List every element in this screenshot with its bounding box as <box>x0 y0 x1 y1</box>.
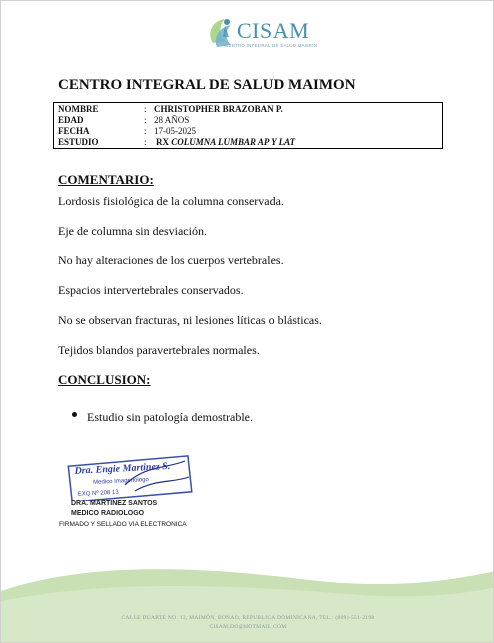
doctor-role: MEDICO RADIOLOGO <box>71 510 145 517</box>
stamp-name: Dra. Engie Martinez S. <box>74 460 171 477</box>
bullet-icon <box>72 412 77 417</box>
comentario-line: Tejidos blandos paravertebrales normales. <box>58 343 260 357</box>
edad-sep: : <box>144 115 147 125</box>
nombre-value: CHRISTOPHER BRAZOBAN P. <box>154 104 283 114</box>
comentario-line: No se observan fracturas, ni lesiones líticas o blásticas. <box>58 313 322 327</box>
signature-stamp <box>65 455 195 501</box>
comentario-line: Espacios intervertebrales conservados. <box>58 283 244 297</box>
logo-name: CISAM <box>237 18 310 43</box>
conclusion-item: Estudio sin patología demostrable. <box>87 410 253 424</box>
nombre-sep: : <box>144 104 147 114</box>
footer-address: CALLE DUARTE NO. 13, MAIMÓN, BONAO, REPUBLICA DOMINICANA, TEL.: (809)-551-2198 <box>121 615 375 621</box>
fecha-value: 17-05-2025 <box>154 126 196 136</box>
estudio-sep: : <box>144 137 147 147</box>
estudio-value <box>156 137 295 148</box>
comentario-line: Eje de columna sin desviación. <box>58 224 207 238</box>
edad-value: 28 AÑOS <box>154 115 190 125</box>
footer-wave <box>1 561 494 643</box>
estudio-label: ESTUDIO <box>58 137 99 147</box>
footer-email: CISAM.DO@HOTMAIL.COM <box>209 624 287 630</box>
stamp-role: Medico Imagenologo <box>93 477 149 486</box>
comentario-line: Lordosis fisiológica de la columna conservada. <box>58 194 284 208</box>
comentario-line: No hay alteraciones de los cuerpos vertebrales. <box>58 253 284 267</box>
fecha-sep: : <box>144 126 147 136</box>
conclusion-heading: CONCLUSION: <box>58 372 151 387</box>
page-title: CENTRO INTEGRAL DE SALUD MAIMON <box>58 77 356 93</box>
nombre-label: NOMBRE <box>58 104 99 114</box>
comentario-heading: COMENTARIO: <box>58 172 154 187</box>
fecha-label: FECHA <box>58 126 90 136</box>
edad-label: EDAD <box>58 115 84 125</box>
estudio-prefix: RX <box>156 137 169 147</box>
signature-note: FIRMADO Y SELLADO VIA ELECTRONICA <box>59 521 187 528</box>
stamp-exq: EXQ Nº 208 13 <box>77 489 119 498</box>
logo-subtitle: CENTRO INTEGRAL DE SALUD MAIMON <box>225 43 318 48</box>
patient-info-box <box>53 102 443 149</box>
doctor-name: DRA. MARTINEZ SANTOS <box>71 500 158 507</box>
estudio-name: COLUMNA LUMBAR AP Y LAT <box>171 137 296 147</box>
